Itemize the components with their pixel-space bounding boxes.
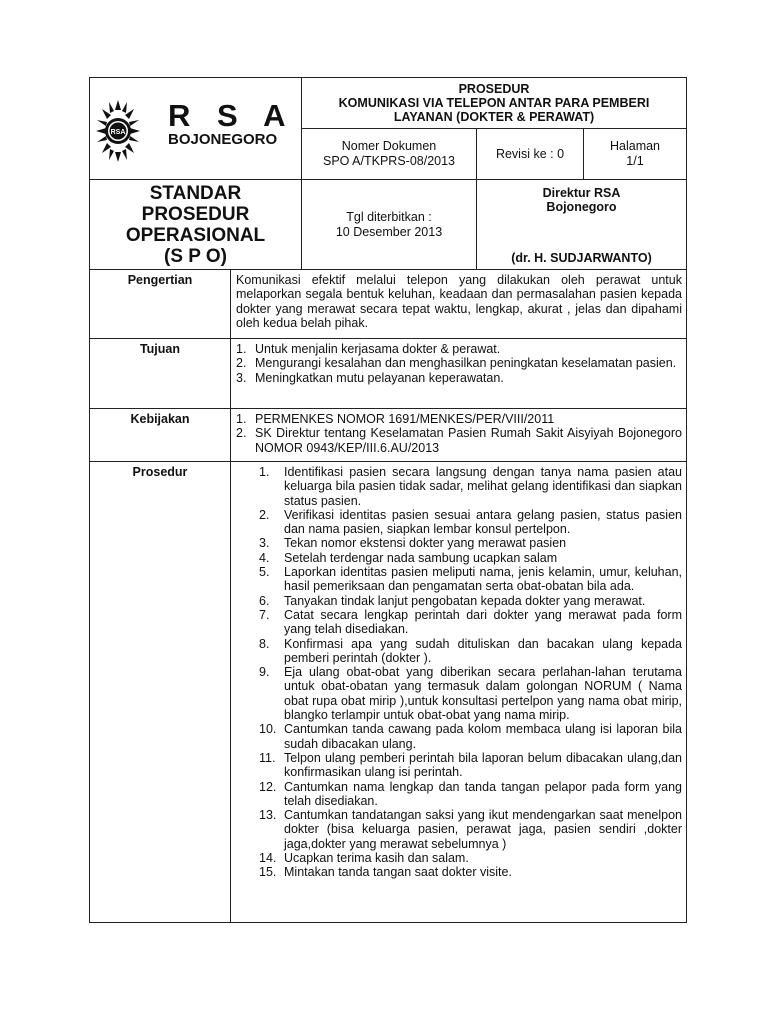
nomer-dokumen-value: SPO A/TKPRS-08/2013: [322, 154, 455, 168]
divider: [301, 128, 686, 129]
list-item: 7. Catat secara lengkap perintah dari dokter yang merawat pada form yang telah disediakan.: [259, 607, 682, 637]
nomer-dokumen-label: Nomer Dokumen: [341, 139, 437, 153]
list-item: 13. Cantumkan tandatangan saksi yang ikut mendengarkan saat menelpon dokter (bisa keluarga pasien, perawat jaga, pasien sendiri ,dokter jaga,dokter yang merawat sebelumnya ): [259, 808, 682, 851]
halaman-cell: [584, 129, 686, 179]
spo-line: (S P O): [164, 245, 227, 267]
document-title: [302, 78, 686, 128]
spo-line: PROSEDUR: [141, 203, 250, 225]
list-item: 2. Verifikasi identitas pasien sesuai antara gelang pasien, status pasien dan nama pasien, siapkan lembar konsul pertelpon.: [259, 507, 682, 537]
list-item: 2. Mengurangi kesalahan dan menghasilkan peningkatan keselamatan pasien.: [236, 356, 677, 371]
list-item: 3. Meningkatkan mutu pelayanan keperawatan.: [236, 370, 504, 385]
direktur-cell: [477, 180, 686, 269]
document-header: [90, 78, 686, 269]
spo-line: OPERASIONAL: [125, 224, 266, 246]
list-item: 11. Telpon ulang pemberi perintah bila laporan belum dibacakan ulang,dan konfirmasikan ulang isi perintah.: [259, 750, 682, 780]
org-city: BOJONEGORO: [168, 131, 278, 148]
logo-text: RSA: [110, 129, 126, 136]
tujuan-list: [236, 342, 682, 385]
kebijakan-list: [236, 412, 682, 455]
section-pengertian: [90, 270, 686, 338]
hospital-logo-icon: [96, 100, 140, 162]
direktur-name: (dr. H. SUDJARWANTO): [511, 251, 652, 265]
list-item: 9. Eja ulang obat-obat yang diberikan secara perlahan-lahan terutama untuk obat-obatan yang termasuk dalam golongan NORUM ( Nama obat rupa obat mirip ),untuk konsultasi pertelpon yang nama obat mirip, blangko terlampir untuk obat-obat yang nama mirip.: [259, 665, 682, 723]
org-abbreviation: R S A: [168, 98, 295, 133]
list-item: 14. Ucapkan terima kasih dan salam.: [259, 851, 469, 866]
spo-line: STANDAR: [149, 182, 242, 204]
divider: [90, 179, 686, 180]
list-item: 10. Cantumkan tanda cawang pada kolom membaca ulang isi laporan bila sudah dibacakan ulang.: [259, 722, 682, 751]
list-item: 1. PERMENKES NOMOR 1691/MENKES/PER/VIII/2011: [236, 412, 555, 426]
direktur-line: Direktur RSA: [542, 186, 621, 200]
list-item: 5. Laporkan identitas pasien meliputi nama, jenis kelamin, umur, keluhan, hasil pemeriksaan dan pengamatan serta obat-obatan bila ada.: [259, 565, 682, 594]
list-item: 6. Tanyakan tindak lanjut pengobatan kepada dokter yang merawat.: [259, 593, 646, 608]
section-label: Tujuan: [139, 342, 181, 356]
list-item: 12. Cantumkan nama lengkap dan tanda tangan pelapor pada form yang telah disediakan.: [259, 779, 682, 808]
divider: [476, 129, 477, 269]
spo-document: [89, 77, 687, 923]
divider: [583, 129, 584, 179]
revisi-text: Revisi ke : 0: [495, 147, 565, 161]
tgl-value: 10 Desember 2013: [335, 224, 443, 239]
list-item: 3. Tekan nomor ekstensi dokter yang merawat pasien: [259, 536, 567, 551]
pengertian-text: Komunikasi efektif melalui telepon yang dilakukan oleh perawat untuk melaporkan segala bentuk keluhan, keadaan dan permasalahan pasien kepada dokter yang merawat secara tepat waktu, lengkap, akurat , jelas dan dipahami oleh kedua belah pihak.: [236, 273, 682, 330]
section-label: Prosedur: [132, 465, 188, 479]
title-line: PROSEDUR: [458, 82, 530, 96]
section-tujuan: [90, 339, 686, 408]
list-item: 1. Identifikasi pasien secara langsung dengan tanya nama pasien atau keluarga bila pasien tidak sadar, melihat gelang identifikasi dan siapkan status pasien.: [259, 465, 682, 508]
list-item: 8. Konfirmasi apa yang sudah dituliskan dan bacakan ulang kepada pemberi perintah (dokter ).: [259, 636, 682, 665]
list-item: 1. Untuk menjalin kerjasama dokter & perawat.: [236, 342, 501, 356]
revisi-cell: [477, 129, 583, 179]
list-item: 15. Mintakan tanda tangan saat dokter visite.: [259, 865, 512, 880]
logo-cell: [90, 78, 301, 179]
section-label: Pengertian: [127, 273, 193, 287]
prosedur-list: [236, 465, 682, 880]
tgl-diterbitkan-cell: [302, 180, 476, 269]
direktur-title: [477, 186, 686, 214]
list-item: 2. SK Direktur tentang Keselamatan Pasien Rumah Sakit Aisyiyah Bojonegoro NOMOR 0943/KEP/III.6.AU/2013: [236, 426, 682, 455]
tgl-label: Tgl diterbitkan :: [346, 209, 432, 224]
title-line: KOMUNIKASI VIA TELEPON ANTAR PARA PEMBERI: [338, 96, 650, 110]
nomer-dokumen-cell: [302, 129, 476, 179]
section-kebijakan: [90, 409, 686, 461]
divider: [301, 78, 302, 269]
list-item: 4. Setelah terdengar nada sambung ucapkan salam: [259, 550, 558, 565]
direktur-line: Bojonegoro: [546, 200, 617, 214]
halaman-label: Halaman: [609, 139, 661, 153]
spo-title-cell: [90, 180, 301, 269]
section-label: Kebijakan: [130, 412, 190, 426]
halaman-value: 1/1: [626, 154, 644, 168]
section-prosedur: [90, 462, 686, 922]
title-line: LAYANAN (DOKTER & PERAWAT): [393, 110, 595, 124]
